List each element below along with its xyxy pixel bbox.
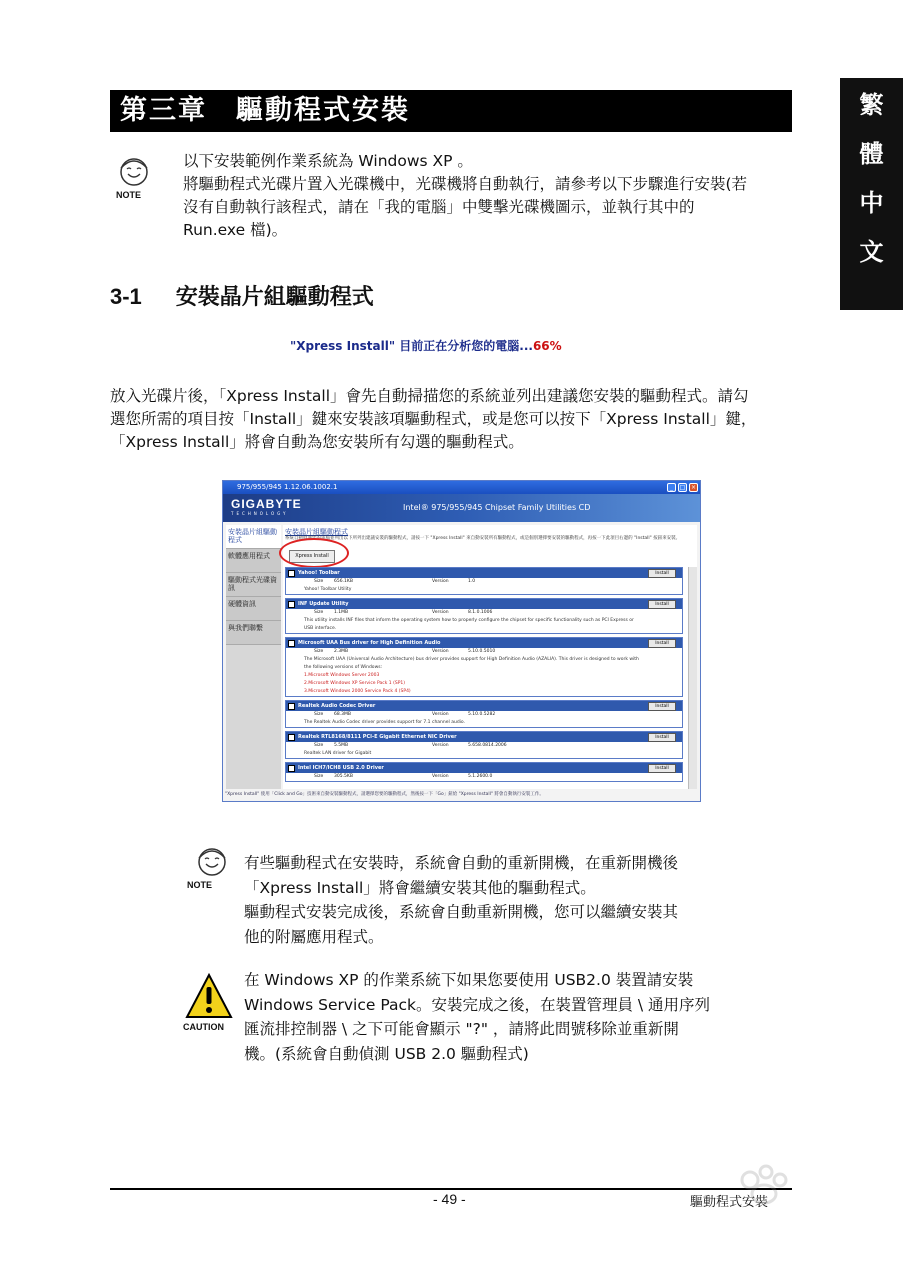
driver-size-value: 656.1KB: [334, 579, 353, 584]
content-description: 系統自動偵測您的電腦並列出以下所列出建議安裝的驅動程式，請按一下 "Xpress Install" 來自動安裝所有驅動程式，或是個別選擇要安裝的驅動程式，再按一下此項目右邊的 "Install" 按鈕來安裝。: [285, 536, 681, 541]
driver-header: [286, 701, 682, 711]
driver-size-value: 5.5MB: [334, 743, 349, 748]
note-line: 有些驅動程式在安裝時，系統會自動的重新開機，在重新開機後: [244, 854, 679, 872]
driver-version-label: Version: [432, 610, 449, 615]
close-icon[interactable]: ×: [690, 484, 697, 491]
note-line: 沒有自動執行該程式，請在「我的電腦」中雙擊光碟機圖示，並執行其中的: [183, 198, 695, 216]
driver-header: [286, 599, 682, 609]
driver-version-value: 1.0: [468, 579, 476, 584]
xpress-install-button[interactable]: Xpress Install: [289, 550, 335, 563]
note-icon-label: NOTE: [187, 880, 213, 890]
driver-os-item: 2.Microsoft Windows XP Service Pack 1 (SP1): [286, 680, 682, 688]
menu-item-software[interactable]: 軟體應用程式: [226, 549, 281, 573]
driver-item: [285, 637, 683, 697]
baidu-watermark-logo: [640, 1150, 860, 1240]
driver-version-value: 5.1.2600.0: [468, 774, 493, 779]
banner-title: Intel® 975/955/945 Chipset Family Utilities CD: [403, 503, 591, 512]
caution-line: Windows Service Pack。安裝完成之後，在裝置管理員 \ 通用序列: [244, 995, 711, 1014]
page-number: - 49 -: [433, 1191, 466, 1207]
driver-description: The Realtek Audio Codec driver provides support for 7.1 channel audio.: [286, 719, 682, 727]
driver-os-item: 3.Microsoft Windows 2000 Service Pack 4 (SP4): [286, 688, 682, 696]
driver-size-version-row: [286, 648, 682, 656]
note-line: 將驅動程式光碟片置入光碟機中，光碟機將自動執行，請參考以下步驟進行安裝(若: [183, 175, 748, 193]
caution-text: [244, 968, 724, 1066]
note-text: [244, 851, 724, 949]
note-text: [183, 150, 793, 242]
driver-size-label: Size: [314, 774, 324, 779]
install-button[interactable]: Install: [648, 600, 676, 609]
driver-description: Yahoo! Toolbar Utility: [286, 586, 682, 594]
caution-icon-label: CAUTION: [183, 1022, 224, 1032]
left-menu: [226, 525, 281, 795]
body-line: 選您所需的項目按「Install」鍵來安裝該項驅動程式，或是您可以按下「Xpress Install」鍵，: [110, 410, 757, 428]
window-title: 975/955/945 1.12.06.1002.1: [237, 483, 338, 491]
driver-list: [285, 567, 687, 792]
driver-item: [285, 731, 683, 759]
install-button[interactable]: Install: [648, 733, 676, 742]
side-tab-char: 文: [859, 237, 884, 266]
note-icon-label: NOTE: [116, 190, 142, 200]
progress-caption-text: "Xpress Install" 目前正在分析您的電腦...: [290, 339, 533, 353]
driver-size-label: Size: [314, 743, 324, 748]
menu-item-hardware[interactable]: 硬體資訊: [226, 597, 281, 621]
driver-size-label: Size: [314, 649, 324, 654]
body-paragraph: [110, 385, 795, 454]
driver-version-label: Version: [432, 712, 449, 717]
body-line: 「Xpress Install」將會自動為您安裝所有勾選的驅動程式。: [110, 433, 524, 451]
section-number: 3-1: [110, 284, 142, 309]
app-banner: [223, 494, 700, 522]
driver-item: [285, 567, 683, 595]
install-button[interactable]: Install: [648, 764, 676, 773]
driver-version-value: 5.658.0814.2006: [468, 743, 507, 748]
note-line: 「Xpress Install」將會繼續安裝其他的驅動程式。: [244, 878, 596, 897]
minimize-icon[interactable]: _: [667, 483, 676, 492]
driver-checkbox[interactable]: [288, 734, 295, 741]
driver-os-item: 1.Microsoft Windows Server 2003: [286, 672, 682, 680]
driver-name: Yahoo! Toolbar: [298, 570, 340, 576]
driver-checkbox[interactable]: [288, 703, 295, 710]
driver-version-label: Version: [432, 649, 449, 654]
body-line: 放入光碟片後，「Xpress Install」會先自動掃描您的系統並列出建議您安裝的驅動程式。請勾: [110, 387, 749, 405]
language-side-tab: [840, 78, 903, 310]
driver-size-version-row: [286, 609, 682, 617]
section-heading: [110, 280, 374, 311]
driver-item: [285, 700, 683, 728]
side-tab-char: 繁: [859, 90, 884, 119]
status-bar: "Xpress Install" 使用「Click and Go」技術來自動安裝驅動程式，請選擇您要的驅動程式，然後按一下「Go」鈕給 "Xpress Install" 將會自動執行安裝工作。: [223, 789, 701, 801]
driver-name: Microsoft UAA Bus driver for High Definition Audio: [298, 640, 441, 646]
driver-version-label: Version: [432, 579, 449, 584]
driver-size-version-row: [286, 578, 682, 586]
driver-size-version-row: [286, 773, 682, 781]
driver-size-version-row: [286, 742, 682, 750]
scrollbar[interactable]: [688, 567, 697, 792]
driver-version-label: Version: [432, 743, 449, 748]
install-button[interactable]: Install: [648, 569, 676, 578]
driver-size-label: Size: [314, 712, 324, 717]
driver-checkbox[interactable]: [288, 640, 295, 647]
driver-size-value: 2.3MB: [334, 649, 349, 654]
driver-name: Realtek RTL8168/8111 PCI-E Gigabit Ethernet NIC Driver: [298, 734, 457, 740]
footer-title: 驅動程式安裝: [690, 1195, 769, 1210]
caution-icon: [185, 973, 233, 1023]
progress-caption: [290, 337, 562, 354]
driver-header: [286, 763, 682, 773]
install-button[interactable]: Install: [648, 639, 676, 648]
section-title: 安裝晶片組驅動程式: [175, 284, 374, 310]
driver-checkbox[interactable]: [288, 601, 295, 608]
driver-description: the following versions of Windows:: [286, 664, 682, 672]
caution-line: 在 Windows XP 的作業系統下如果您要使用 USB2.0 裝置請安裝: [244, 971, 694, 989]
note-line: 以下安裝範例作業系統為 Windows XP 。: [183, 152, 473, 170]
driver-name: Intel ICH7/ICH8 USB 2.0 Driver: [298, 765, 384, 771]
driver-name: Realtek Audio Codec Driver: [298, 703, 376, 709]
maximize-icon[interactable]: □: [679, 484, 686, 491]
driver-item: [285, 598, 683, 634]
driver-size-value: 305.5KB: [334, 774, 353, 779]
driver-checkbox[interactable]: [288, 765, 295, 772]
menu-item-cd-info[interactable]: 驅動程式光碟資訊: [226, 573, 281, 597]
driver-size-value: 1.1MB: [334, 610, 349, 615]
driver-description: USB interface.: [286, 625, 682, 633]
driver-version-value: 5.10.0.5282: [468, 712, 496, 717]
driver-size-label: Size: [314, 579, 324, 584]
driver-description: This utility installs INF files that inform the operating system how to properly configure the chipset for specific functionality such as PCI Express or: [286, 617, 682, 625]
note-line: 驅動程式安裝完成後，系統會自動重新開機，您可以繼續安裝其: [244, 903, 679, 921]
driver-header: [286, 568, 682, 578]
driver-version-label: Version: [432, 774, 449, 779]
driver-size-version-row: [286, 711, 682, 719]
driver-version-value: 8.1.0.1006: [468, 610, 493, 615]
caution-line: 機。(系統會自動偵測 USB 2.0 驅動程式): [244, 1044, 529, 1063]
window-titlebar: [223, 481, 700, 494]
progress-percent: 66%: [532, 339, 562, 353]
installer-screenshot: [222, 480, 701, 802]
side-tab-char: 中: [859, 188, 884, 217]
driver-header: [286, 732, 682, 742]
driver-checkbox[interactable]: [288, 570, 295, 577]
driver-item: [285, 762, 683, 782]
driver-description: The Microsoft UAA (Universal Audio Architecture) bus driver provides support for High Definition Audio (AZALIA). This driver is designed to work with: [286, 656, 682, 664]
menu-item-chipset[interactable]: 安裝晶片組驅動程式: [226, 525, 281, 549]
menu-item-contact[interactable]: 與我們聯繫: [226, 621, 281, 645]
driver-name: INF Update Utility: [298, 601, 349, 607]
driver-description: Realtek LAN driver for Gigabit: [286, 750, 682, 758]
caution-line: 匯流排控制器 \ 之下可能會顯示 "?" ，請將此問號移除並重新開: [244, 1020, 679, 1038]
note-line: Run.exe 檔)。: [183, 221, 288, 239]
brand-subtitle: TECHNOLOGY: [231, 511, 289, 516]
driver-size-label: Size: [314, 610, 324, 615]
content-title: 安裝晶片組驅動程式: [285, 528, 348, 536]
highlight-ellipse: [279, 538, 349, 568]
chapter-title: 第三章 驅動程式安裝: [110, 90, 792, 132]
driver-version-value: 5.10.0.5010: [468, 649, 496, 654]
driver-size-value: 68.3MB: [334, 712, 351, 717]
note-line: 他的附屬應用程式。: [244, 927, 384, 946]
side-tab-char: 體: [859, 139, 884, 168]
brand-logo: GIGABYTE: [231, 497, 302, 511]
driver-header: [286, 638, 682, 648]
content-panel: [283, 525, 697, 795]
install-button[interactable]: Install: [648, 702, 676, 711]
